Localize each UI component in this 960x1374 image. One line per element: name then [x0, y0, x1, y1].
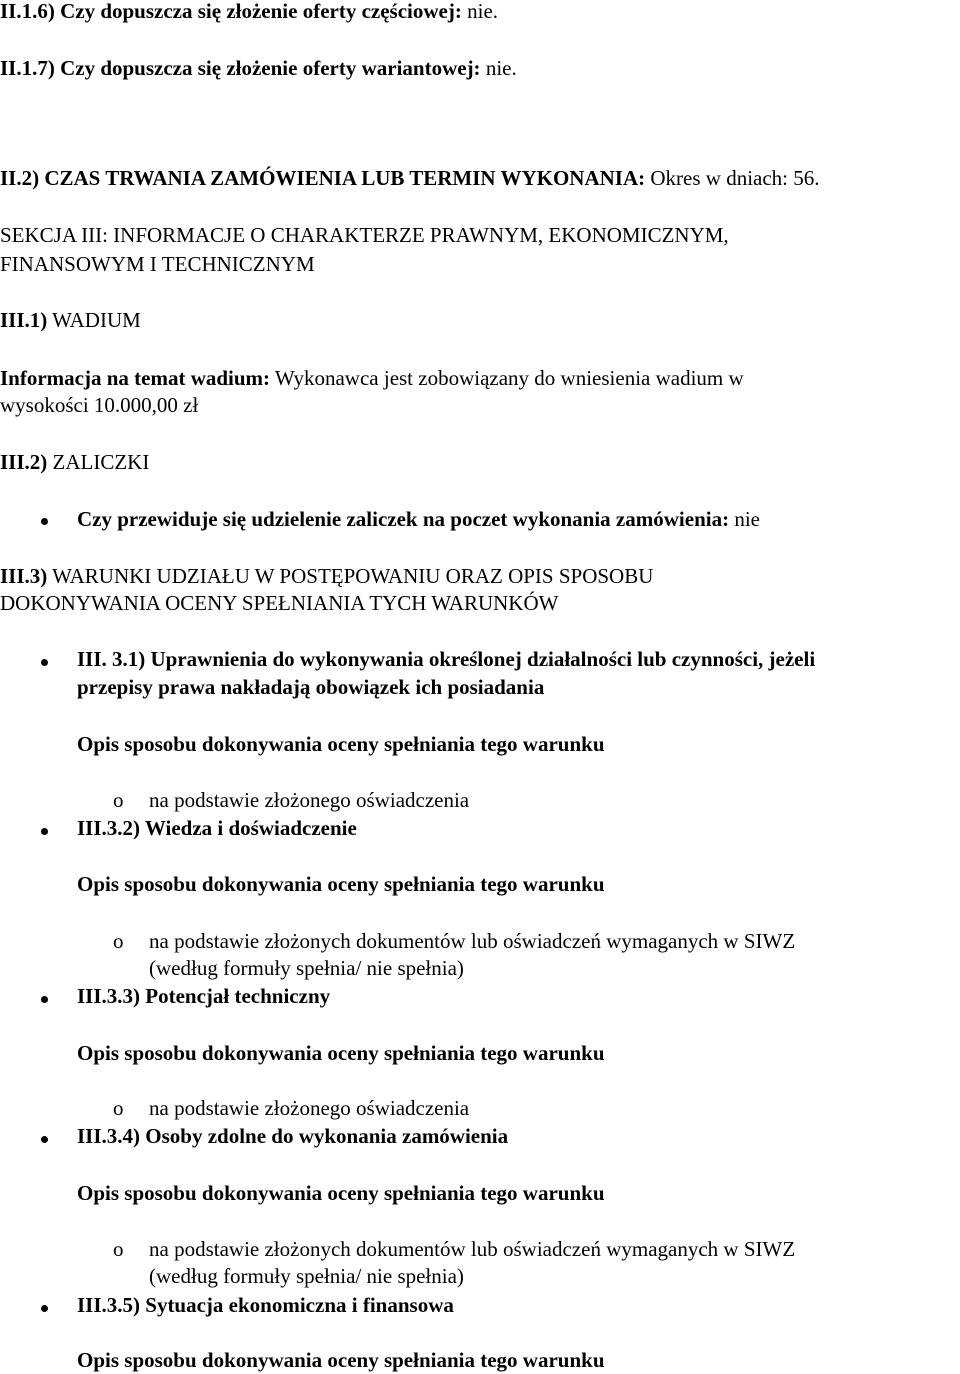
- zaliczki-question-value: nie: [734, 507, 760, 531]
- iii-3-1-criterion: na podstawie złożonego oświadczenia: [149, 788, 470, 812]
- section-iii-3-heading-line-1: [0, 562, 653, 590]
- section-iii-title-line-2: FINANSOWYM I TECHNICZNYM: [0, 252, 315, 276]
- section-iii-3-4-heading: III.3.4) Osoby zdolne do wykonania zamówienia: [77, 1124, 509, 1148]
- sub-bullet-icon: o: [113, 1237, 124, 1261]
- ii-1-7-value: nie.: [485, 56, 517, 80]
- sub-bullet-icon: o: [113, 1096, 124, 1120]
- section-iii-title-line-1: SEKCJA III: INFORMACJE O CHARAKTERZE PRAWNYM, EKONOMICZNYM,: [0, 223, 729, 247]
- bullet-icon: [41, 518, 48, 525]
- bullet-icon: [41, 659, 48, 666]
- section-ii-1-7: [0, 54, 517, 82]
- iii-3-2-criterion-line-2: (według formuły spełnia/ nie spełnia): [149, 956, 464, 980]
- iii-2-title: ZALICZKI: [52, 450, 150, 474]
- iii-3-4-criterion-line-2: (według formuły spełnia/ nie spełnia): [149, 1264, 464, 1288]
- sub-bullet-icon: o: [113, 929, 124, 953]
- bullet-icon: [41, 1136, 48, 1143]
- bullet-icon: [41, 828, 48, 835]
- wadium-info-label: Informacja na temat wadium:: [0, 366, 271, 390]
- bullet-icon: [41, 1305, 48, 1312]
- section-iii-3-1-heading-line-2: przepisy prawa nakładają obowiązek ich posiadania: [77, 675, 545, 699]
- bullet-icon: [41, 996, 48, 1003]
- zaliczki-question-label: Czy przewiduje się udzielenie zaliczek na poczet wykonania zamówienia:: [77, 507, 730, 531]
- zaliczki-question: [77, 505, 760, 533]
- wadium-info-line-2: wysokości 10.000,00 zł: [0, 393, 199, 417]
- opis-sposobu-label: Opis sposobu dokonywania oceny spełniania tego warunku: [77, 1348, 605, 1372]
- ii-2-label: II.2) CZAS TRWANIA ZAMÓWIENIA LUB TERMIN WYKONANIA:: [0, 166, 646, 190]
- iii-3-2-criterion-line-1: na podstawie złożonych dokumentów lub oświadczeń wymaganych w SIWZ: [149, 929, 796, 953]
- section-iii-3-5-heading: III.3.5) Sytuacja ekonomiczna i finansowa: [77, 1293, 454, 1317]
- opis-sposobu-label: Opis sposobu dokonywania oceny spełniania tego warunku: [77, 1181, 605, 1205]
- iii-1-title: WADIUM: [52, 308, 141, 332]
- wadium-info-line-1: [0, 364, 744, 392]
- section-iii-3-2-heading: III.3.2) Wiedza i doświadczenie: [77, 816, 357, 840]
- ii-1-6-label: II.1.6) Czy dopuszcza się złożenie oferty częściowej:: [0, 0, 462, 23]
- section-iii-2-heading: [0, 448, 149, 476]
- ii-1-6-value: nie.: [467, 0, 499, 23]
- section-iii-3-heading-line-2: DOKONYWANIA OCENY SPEŁNIANIA TYCH WARUNKÓW: [0, 591, 559, 615]
- sub-bullet-icon: o: [113, 788, 124, 812]
- section-iii-1-heading: [0, 306, 141, 334]
- iii-3-title: WARUNKI UDZIAŁU W POSTĘPOWANIU ORAZ OPIS SPOSOBU: [52, 564, 654, 588]
- section-iii-3-3-heading: III.3.3) Potencjał techniczny: [77, 984, 331, 1008]
- iii-1-prefix: III.1): [0, 308, 48, 332]
- opis-sposobu-label: Opis sposobu dokonywania oceny spełniania tego warunku: [77, 732, 605, 756]
- iii-3-4-criterion-line-1: na podstawie złożonych dokumentów lub oświadczeń wymaganych w SIWZ: [149, 1237, 796, 1261]
- opis-sposobu-label: Opis sposobu dokonywania oceny spełniania tego warunku: [77, 872, 605, 896]
- iii-3-prefix: III.3): [0, 564, 48, 588]
- section-iii-3-1-heading-line-1: III. 3.1) Uprawnienia do wykonywania określonej działalności lub czynności, jeżeli: [77, 647, 816, 671]
- section-ii-2: [0, 164, 820, 192]
- iii-3-3-criterion: na podstawie złożonego oświadczenia: [149, 1096, 470, 1120]
- section-ii-1-6: [0, 0, 498, 25]
- ii-2-value: Okres w dniach: 56.: [650, 166, 820, 190]
- wadium-info-value: Wykonawca jest zobowiązany do wniesienia wadium w: [274, 366, 744, 390]
- iii-2-prefix: III.2): [0, 450, 48, 474]
- ii-1-7-label: II.1.7) Czy dopuszcza się złożenie oferty wariantowej:: [0, 56, 481, 80]
- opis-sposobu-label: Opis sposobu dokonywania oceny spełniania tego warunku: [77, 1041, 605, 1065]
